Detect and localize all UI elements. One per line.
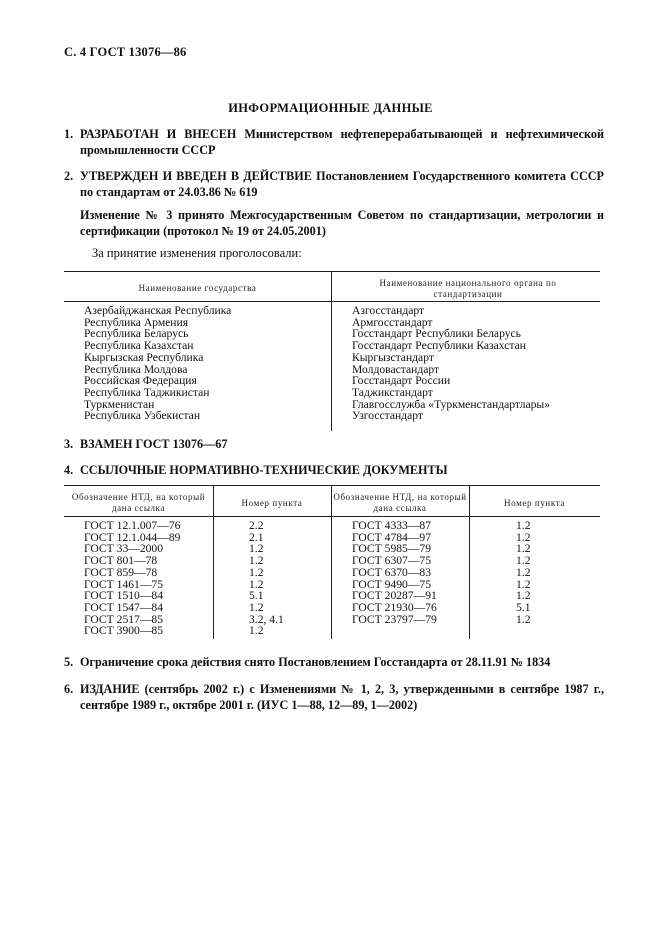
item-references bbox=[64, 462, 604, 478]
standards-body: Молдовастандарт bbox=[352, 362, 440, 376]
item-text: УТВЕРЖДЕН И ВВЕДЕН В ДЕЙСТВИЕ Постановлением Государственного комитета СССР по стандартам от 24.03.86 № 619 bbox=[80, 169, 604, 199]
ref-point: 1.2 bbox=[249, 554, 264, 568]
state-name: Республика Таджикистан bbox=[84, 385, 210, 399]
section-title: ИНФОРМАЦИОННЫЕ ДАННЫЕ bbox=[228, 101, 433, 115]
state-name: Республика Казахстан bbox=[84, 339, 194, 353]
ref-doc: ГОСТ 859—78 bbox=[84, 565, 158, 579]
standards-body: Главгосслужба «Туркменстандартлары» bbox=[352, 397, 551, 411]
standards-body: Таджикстандарт bbox=[352, 385, 433, 399]
ref-point: 5.1 bbox=[249, 589, 264, 603]
table-rule-header bbox=[64, 301, 600, 302]
standards-body: Узгосстандарт bbox=[352, 409, 423, 423]
ref-doc: ГОСТ 801—78 bbox=[84, 554, 158, 568]
bodies-column bbox=[352, 305, 550, 422]
state-name: Республика Молдова bbox=[84, 362, 188, 376]
ref-point: 2.1 bbox=[249, 530, 264, 544]
page-header: С. 4 ГОСТ 13076—86 bbox=[64, 45, 187, 59]
standards-body: Госстандарт Республики Беларусь bbox=[352, 327, 521, 341]
item-text: РАЗРАБОТАН И ВНЕСЕН Министерством нефтеперерабатывающей и нефтехимической промышленности СССР bbox=[80, 127, 604, 157]
ref-point: 1.2 bbox=[516, 612, 531, 626]
standards-body: Госстандарт Республики Казахстан bbox=[352, 339, 526, 353]
refs-left-docs bbox=[84, 520, 180, 637]
item-number: 3. bbox=[64, 437, 74, 451]
ref-doc: ГОСТ 9490—75 bbox=[352, 577, 432, 591]
state-name: Республика Беларусь bbox=[84, 327, 189, 341]
state-name: Российская Федерация bbox=[84, 374, 197, 388]
ref-point: 1.2 bbox=[516, 519, 531, 532]
amendment-note: Изменение № 3 принято Межгосударственным Советом по стандартизации, метрологии и сертификации (протокол № 19 от 24.05.2001) bbox=[80, 208, 604, 238]
item-approved bbox=[64, 168, 604, 200]
standards-body: Госстандарт России bbox=[352, 374, 451, 388]
item-text: ВЗАМЕН ГОСТ 13076—67 bbox=[80, 437, 228, 451]
state-name: Туркменистан bbox=[84, 397, 155, 411]
item-number: 2. bbox=[64, 169, 74, 183]
ref-point: 1.2 bbox=[249, 565, 264, 579]
ref-point: 1.2 bbox=[516, 565, 531, 579]
refs-right-points bbox=[516, 520, 531, 625]
item-text: Ограничение срока действия снято Постановлением Госстандарта от 28.11.91 № 1834 bbox=[80, 655, 551, 669]
ref-doc: ГОСТ 1547—84 bbox=[84, 600, 164, 614]
states-header-body: Наименование национального органа по стандартизации bbox=[379, 278, 557, 299]
state-name: Кыргызская Республика bbox=[84, 350, 204, 364]
ref-doc: ГОСТ 12.1.044—89 bbox=[84, 530, 181, 544]
refs-header-point: Номер пункта bbox=[241, 498, 303, 508]
standards-body: Армгосстандарт bbox=[352, 315, 433, 329]
item-text: ИЗДАНИЕ (сентябрь 2002 г.) с Изменениями № 1, 2, 3, утвержденными в сентябре 1987 г., сентябре 1989 г., октябре 2001 г. (ИУС 1—88, 12—89, 1—2002) bbox=[80, 682, 604, 712]
ref-doc: ГОСТ 3900—85 bbox=[84, 624, 164, 638]
state-name: Азербайджанская Республика bbox=[84, 304, 232, 317]
refs-right-docs bbox=[352, 520, 437, 625]
ref-point: 1.2 bbox=[516, 554, 531, 568]
table-column-divider bbox=[331, 271, 332, 431]
item-number: 1. bbox=[64, 127, 74, 141]
state-name: Республика Узбекистан bbox=[84, 409, 201, 423]
item-number: 6. bbox=[64, 682, 74, 696]
ref-point: 1.2 bbox=[249, 542, 264, 556]
refs-header-doc: Обозначение НТД, на который дана ссылка bbox=[333, 492, 467, 513]
ref-doc: ГОСТ 6307—75 bbox=[352, 554, 432, 568]
item-developed bbox=[64, 126, 604, 158]
table-rule-top bbox=[64, 485, 600, 486]
states-header-state: Наименование государства bbox=[138, 283, 257, 293]
ref-point: 1.2 bbox=[249, 577, 264, 591]
ref-doc: ГОСТ 21930—76 bbox=[352, 600, 437, 614]
standards-body: Кыргызстандарт bbox=[352, 350, 434, 364]
table-rule-header bbox=[64, 516, 600, 517]
item-text: ССЫЛОЧНЫЕ НОРМАТИВНО-ТЕХНИЧЕСКИЕ ДОКУМЕНТЫ bbox=[80, 463, 448, 477]
item-number: 4. bbox=[64, 463, 74, 477]
ref-doc: ГОСТ 4784—97 bbox=[352, 530, 432, 544]
voted-caption: За принятие изменения проголосовали: bbox=[92, 246, 302, 260]
ref-doc: ГОСТ 23797—79 bbox=[352, 612, 437, 626]
ref-doc: ГОСТ 33—2000 bbox=[84, 542, 164, 556]
ref-point: 1.2 bbox=[516, 530, 531, 544]
refs-header-doc: Обозначение НТД, на который дана ссылка bbox=[71, 492, 206, 513]
ref-doc: ГОСТ 4333—87 bbox=[352, 519, 432, 532]
state-name: Республика Армения bbox=[84, 315, 189, 329]
table-rule-top bbox=[64, 271, 600, 272]
ref-doc: ГОСТ 12.1.007—76 bbox=[84, 519, 181, 532]
item-number: 5. bbox=[64, 655, 74, 669]
ref-doc: ГОСТ 6370—83 bbox=[352, 565, 432, 579]
ref-point: 1.2 bbox=[516, 542, 531, 556]
ref-point: 1.2 bbox=[516, 577, 531, 591]
standards-body: Азгосстандарт bbox=[352, 304, 425, 317]
ref-doc: ГОСТ 5985—79 bbox=[352, 542, 432, 556]
ref-doc: ГОСТ 1461—75 bbox=[84, 577, 164, 591]
item-replaces bbox=[64, 436, 604, 452]
ref-point: 2.2 bbox=[249, 519, 264, 532]
ref-point: 3.2, 4.1 bbox=[249, 612, 284, 626]
item-edition bbox=[64, 681, 604, 713]
states-column bbox=[84, 305, 231, 422]
ref-point: 1.2 bbox=[249, 600, 264, 614]
ref-doc: ГОСТ 1510—84 bbox=[84, 589, 164, 603]
ref-doc: ГОСТ 2517—85 bbox=[84, 612, 164, 626]
ref-point: 1.2 bbox=[249, 624, 264, 638]
item-validity bbox=[64, 654, 604, 670]
refs-header-point: Номер пункта bbox=[504, 498, 565, 508]
ref-point: 5.1 bbox=[516, 600, 531, 614]
ref-doc: ГОСТ 20287—91 bbox=[352, 589, 437, 603]
refs-left-points bbox=[249, 520, 284, 637]
ref-point: 1.2 bbox=[516, 589, 531, 603]
